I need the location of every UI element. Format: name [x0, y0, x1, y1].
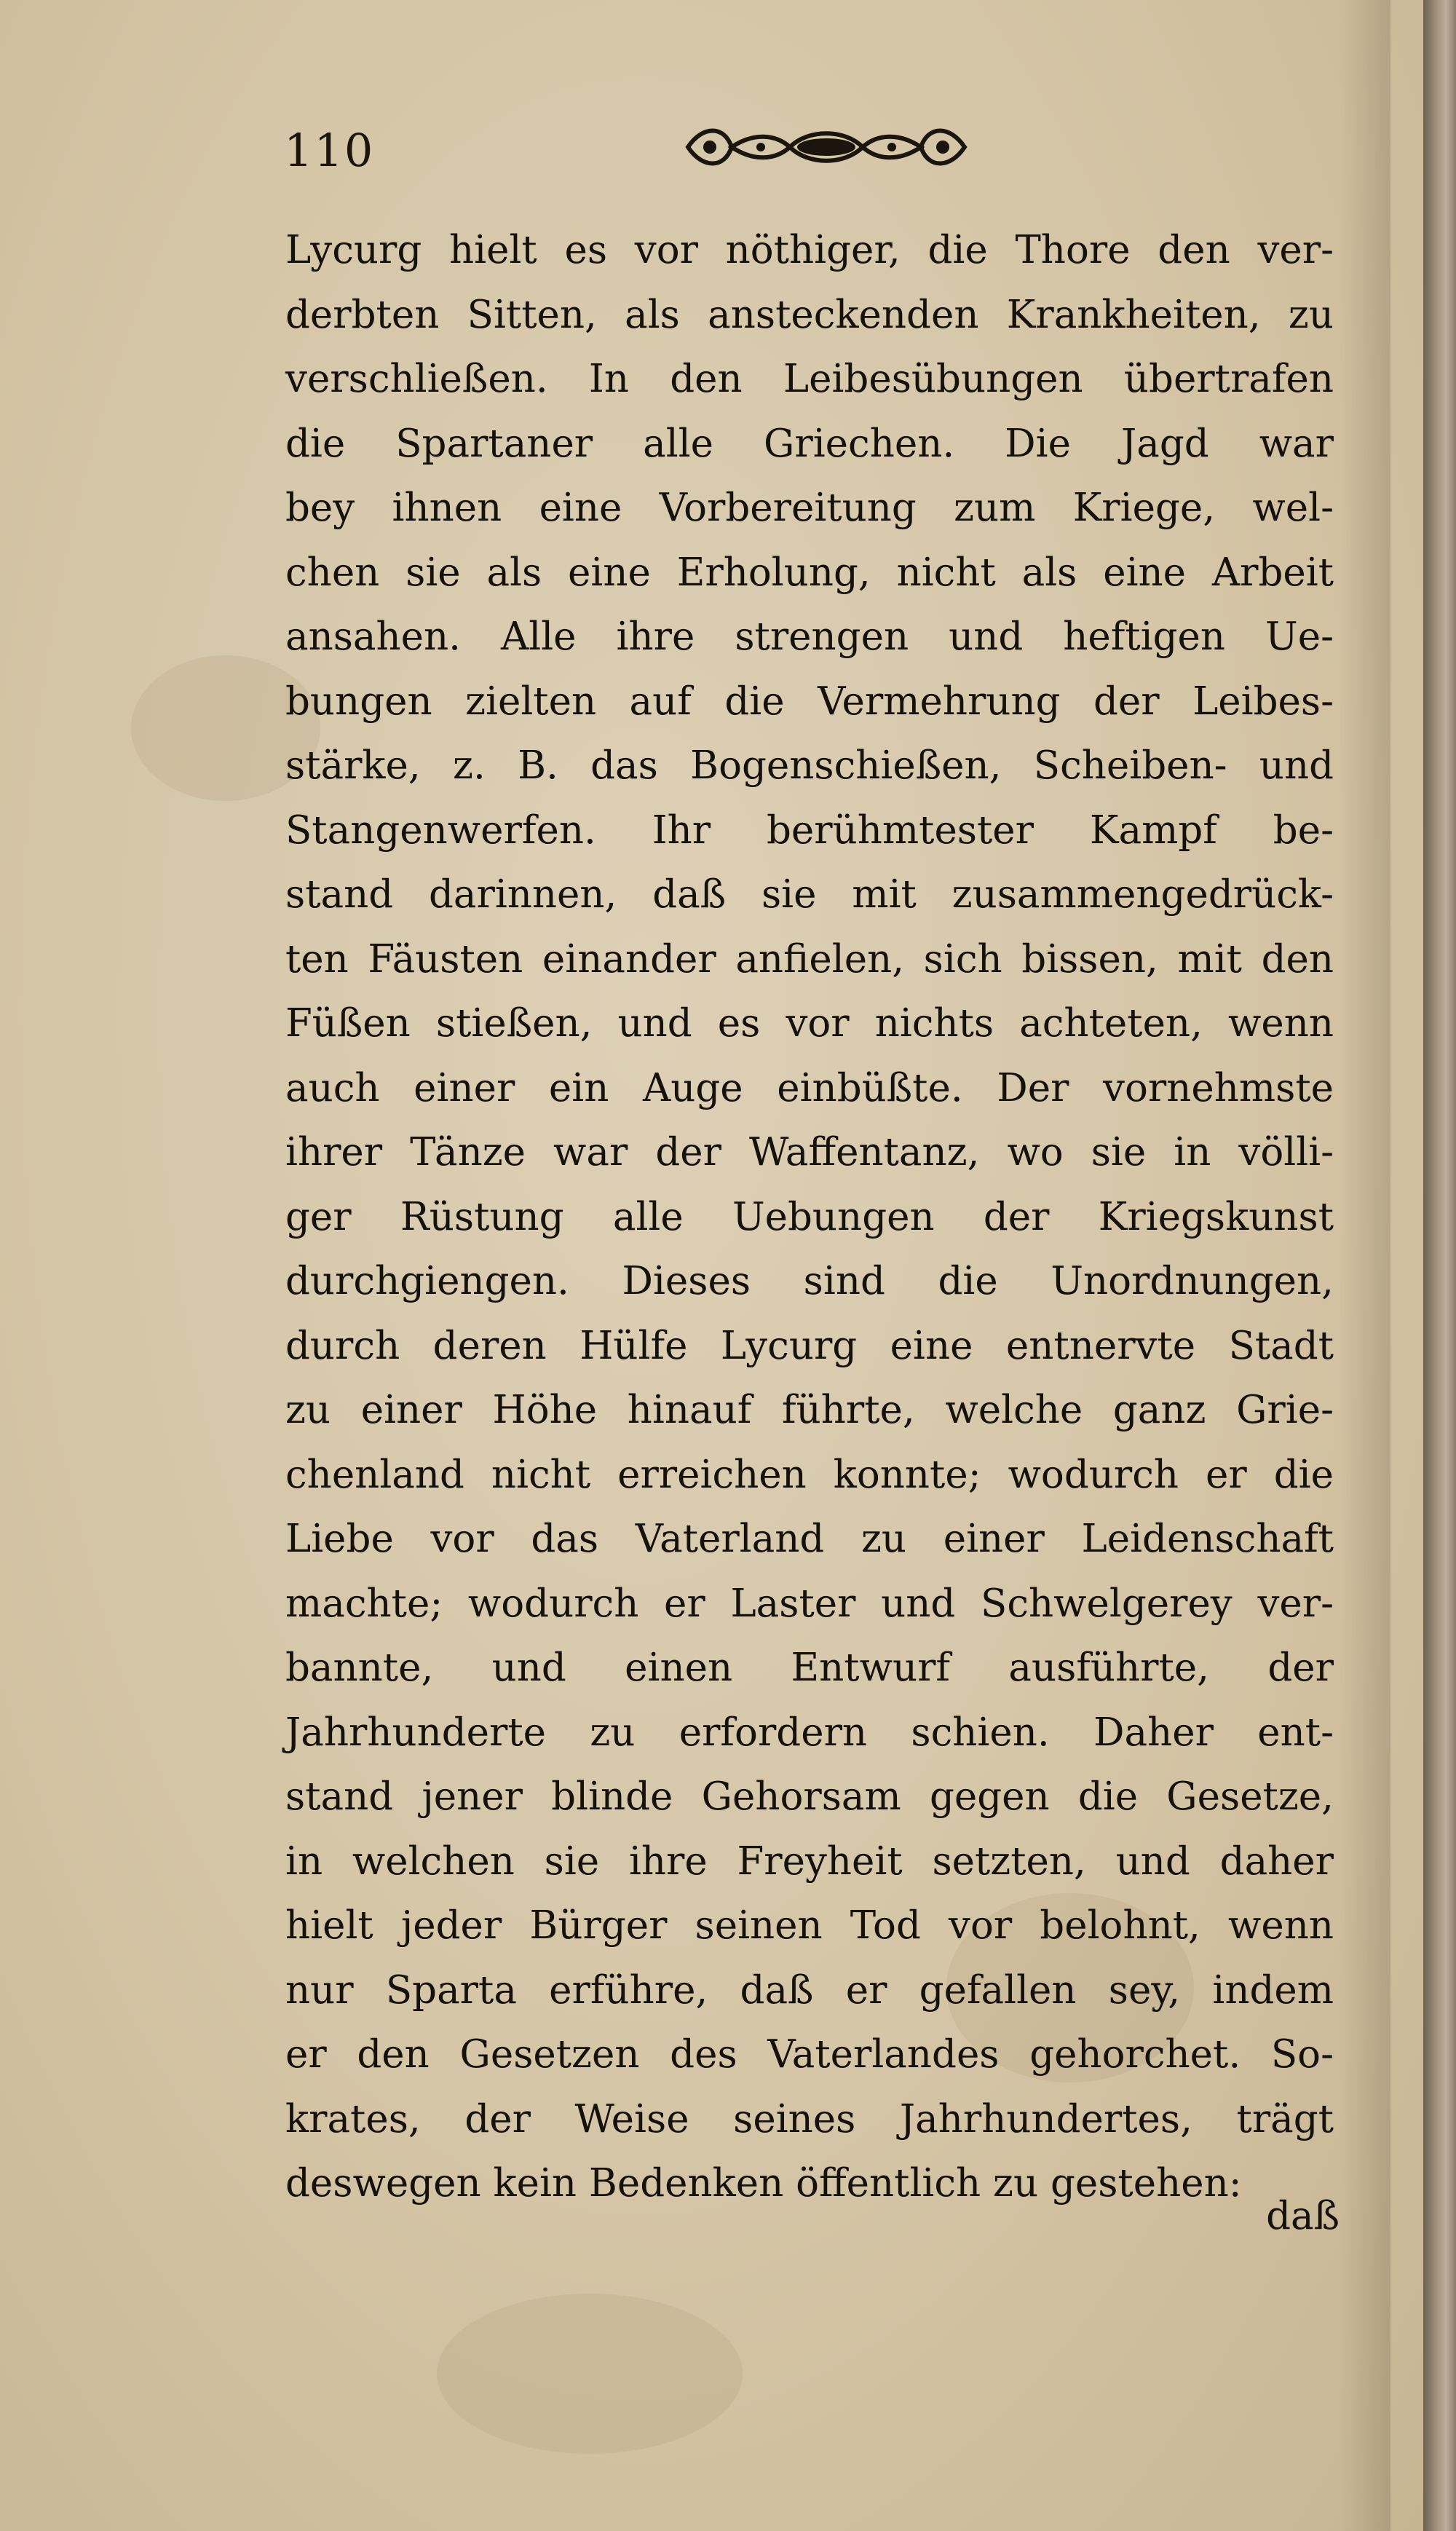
text-line: durchgiengen. Dieses sind die Unordnungen,: [285, 1259, 1334, 1303]
text-line: bey ihnen eine Vorbereitung zum Kriege, wel-: [285, 486, 1334, 530]
text-line: nur Sparta erführe, daß er gefallen sey, indem: [285, 1967, 1334, 2013]
text-line: Stangenwerfen. Ihr berühmtester Kampf be-: [285, 808, 1334, 853]
text-line: Liebe vor das Vaterland zu einer Leidenschaft: [285, 1517, 1334, 1561]
text-line: zu einer Höhe hinauf führte, welche ganz Grie-: [285, 1388, 1334, 1432]
text-line: bannte, und einen Entwurf ausführte, der: [285, 1646, 1334, 1690]
gutter-shadow: [1340, 0, 1390, 2531]
text-line: ten Fäusten einander anfielen, sich bissen, mit den: [285, 936, 1334, 982]
text-line: verschließen. In den Leibesübungen übertrafen: [285, 357, 1334, 401]
text-line: bungen zielten auf die Vermehrung der Leibes-: [285, 679, 1334, 724]
text-line: Lycurg hielt es vor nöthiger, die Thore den ver-: [285, 228, 1334, 272]
page-header: [0, 109, 1423, 197]
text-line: in welchen sie ihre Freyheit setzten, und daher: [285, 1839, 1334, 1884]
text-line: chen sie als eine Erholung, nicht als eine Arbeit: [285, 550, 1334, 595]
text-line: machte; wodurch er Laster und Schwelgerey ver-: [285, 1581, 1334, 1626]
text-line: hielt jeder Bürger seinen Tod vor belohnt, wenn: [285, 1903, 1334, 1948]
text-line: stärke, z. B. das Bogenschießen, Scheiben- und: [285, 743, 1334, 788]
text-line: ger Rüstung alle Uebungen der Kriegskunst: [285, 1194, 1334, 1239]
page-number: 110: [284, 124, 375, 177]
text-line: die Spartaner alle Griechen. Die Jagd war: [285, 421, 1334, 466]
text-line: chenland nicht erreichen konnte; wodurch er die: [285, 1452, 1334, 1497]
text-line: krates, der Weise seines Jahrhundertes, trägt: [285, 2096, 1334, 2141]
text-line: deswegen kein Bedenken öffentlich zu gestehen:: [285, 2161, 1242, 2206]
text-line: Jahrhunderte zu erfordern schien. Daher ent-: [285, 1710, 1334, 1755]
text-line: ihrer Tänze war der Waffentanz, wo sie in völli-: [285, 1130, 1334, 1174]
catchword: daß: [1266, 2194, 1340, 2238]
floral-vignette-icon: [673, 118, 979, 176]
text-line: Füßen stießen, und es vor nichts achteten, wenn: [285, 1001, 1334, 1046]
text-line: er den Gesetzen des Vaterlandes gehorchet. So-: [285, 2032, 1334, 2077]
text-line: derbten Sitten, als ansteckenden Krankheiten, zu: [285, 292, 1334, 337]
text-line: durch deren Hülfe Lycurg eine entnervte Stadt: [285, 1323, 1334, 1368]
text-line: ansahen. Alle ihre strengen und heftigen Ue-: [285, 615, 1334, 659]
body-text: [285, 218, 1334, 2216]
text-line: stand jener blinde Gehorsam gegen die Gesetze,: [285, 1774, 1334, 1819]
paper-stain: [437, 2294, 743, 2454]
book-spine-edge: [1423, 0, 1456, 2531]
text-line: auch einer ein Auge einbüßte. Der vornehmste: [285, 1065, 1334, 1110]
text-line: stand darinnen, daß sie mit zusammengedrück-: [285, 872, 1334, 917]
